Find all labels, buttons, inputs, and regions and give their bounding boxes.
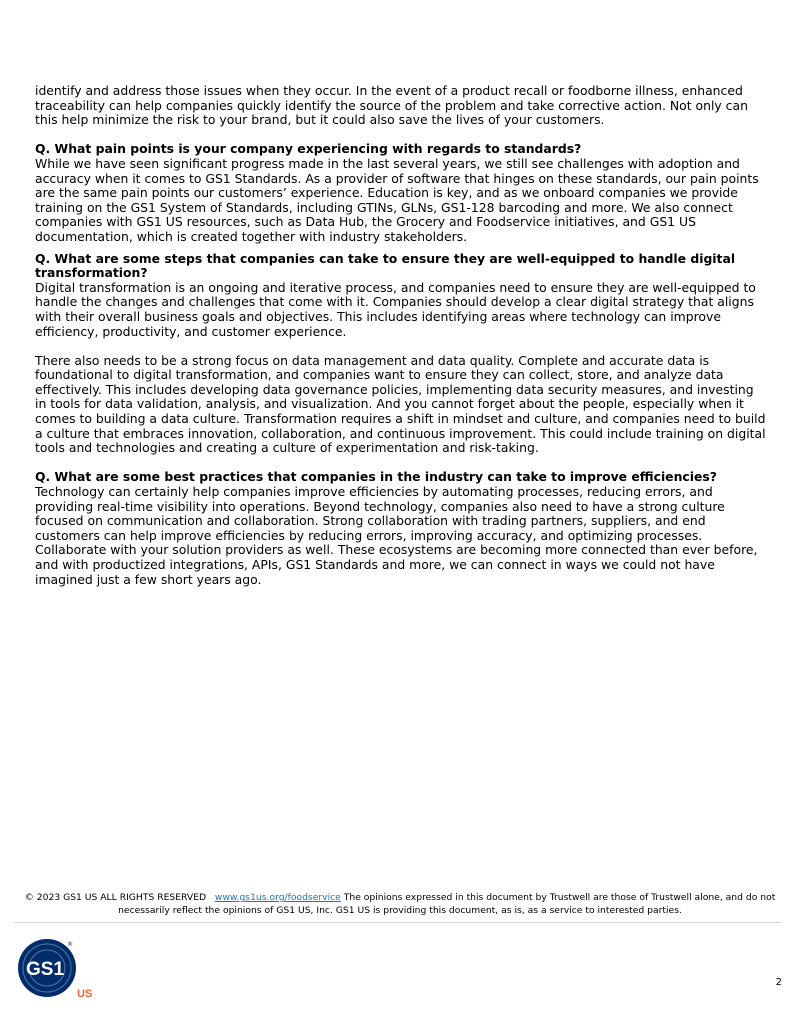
question-digital-transformation: Q. What are some steps that companies can take to ensure they are well-equipped to handle digital transformation?: [35, 250, 736, 281]
answer-pain-points: While we have seen significant progress made in the last several years, we still see challenges with adoption and accuracy when it comes to GS1 Standards. As a provider of software that hinges on these standards, our pain points are the same pain points our customers’ experience. Education is key, and as we onboard companies we provide training on the GS1 System of Standards, including GTINs, GLNs, GS1-128 barcoding and more. We also connect companies with GS1 US resources, such as Data Hub, the Grocery and Foodservice initiatives, and GS1 US documentation, which is created together with industry stakeholders.: [35, 155, 759, 244]
footer-copyright: © 2023 GS1 US ALL RIGHTS RESERVED: [24, 892, 207, 903]
logo-wordmark: GS1: [26, 959, 65, 980]
gs1-us-logo: [17, 938, 97, 1000]
question-pain-points: Q. What pain points is your company experiencing with regards to standards?: [35, 141, 582, 157]
answer-digital-transformation-1: Digital transformation is an ongoing and iterative process, and companies need to ensure they are well-equipped to handle the changes and challenges that come with it. Companies should develop a clear digital strategy that aligns with their overall business goals and objectives. This includes identifying areas where technology can improve efficiency, productivity, and customer experience.: [35, 279, 756, 339]
question-best-practices: Q. What are some best practices that companies in the industry can take to improve efficiencies?: [35, 469, 717, 485]
footer-link[interactable]: www.gs1us.org/foodservice: [214, 892, 341, 903]
logo-registered-mark: ®: [67, 941, 73, 948]
document-body: [35, 84, 767, 587]
intro-paragraph: identify and address those issues when they occur. In the event of a product recall or foodborne illness, enhanced traceability can help companies quickly identify the source of the problem and take corrective action. Not only can this help minimize the risk to your brand, but it could also save the lives of your customers.: [35, 83, 748, 128]
footer-divider: [14, 922, 782, 923]
footer-disclaimer: The opinions expressed in this document by Trustwell are those of Trustwell alone, and do not necessarily reflect the opinions of GS1 US, Inc. GS1 US is providing this document, as is, as a service to interested parties.: [118, 892, 776, 916]
footer: [14, 891, 786, 917]
logo-us: US: [77, 988, 93, 1000]
page-number: 2: [775, 977, 782, 988]
answer-best-practices: Technology can certainly help companies improve efficiencies by automating processes, reducing errors, and providing real-time visibility into operations. Beyond technology, companies also need to have a strong culture focused on communication and collaboration. Strong collaboration with trading partners, suppliers, and end customers can help improve efficiencies by reducing errors, improving accuracy, and optimizing processes. Collaborate with your solution providers as well. These ecosystems are becoming more connected than ever before, and with productized integrations, APIs, GS1 Standards and more, we can connect in ways we could not have imagined just a few short years ago.: [35, 484, 758, 587]
answer-digital-transformation-2: There also needs to be a strong focus on data management and data quality. Complete and accurate data is foundational to digital transformation, and companies want to ensure they can collect, store, and analyze data effectively. This includes developing data governance policies, implementing data security measures, and investing in tools for data validation, analysis, and visualization. And you cannot forget about the people, especially when it comes to building a data culture. Transformation requires a shift in mindset and culture, and companies need to build a culture that embraces innovation, collaboration, and continuous improvement. This could include training on digital tools and technologies and creating a culture of experimentation and risk-taking.: [35, 352, 766, 456]
